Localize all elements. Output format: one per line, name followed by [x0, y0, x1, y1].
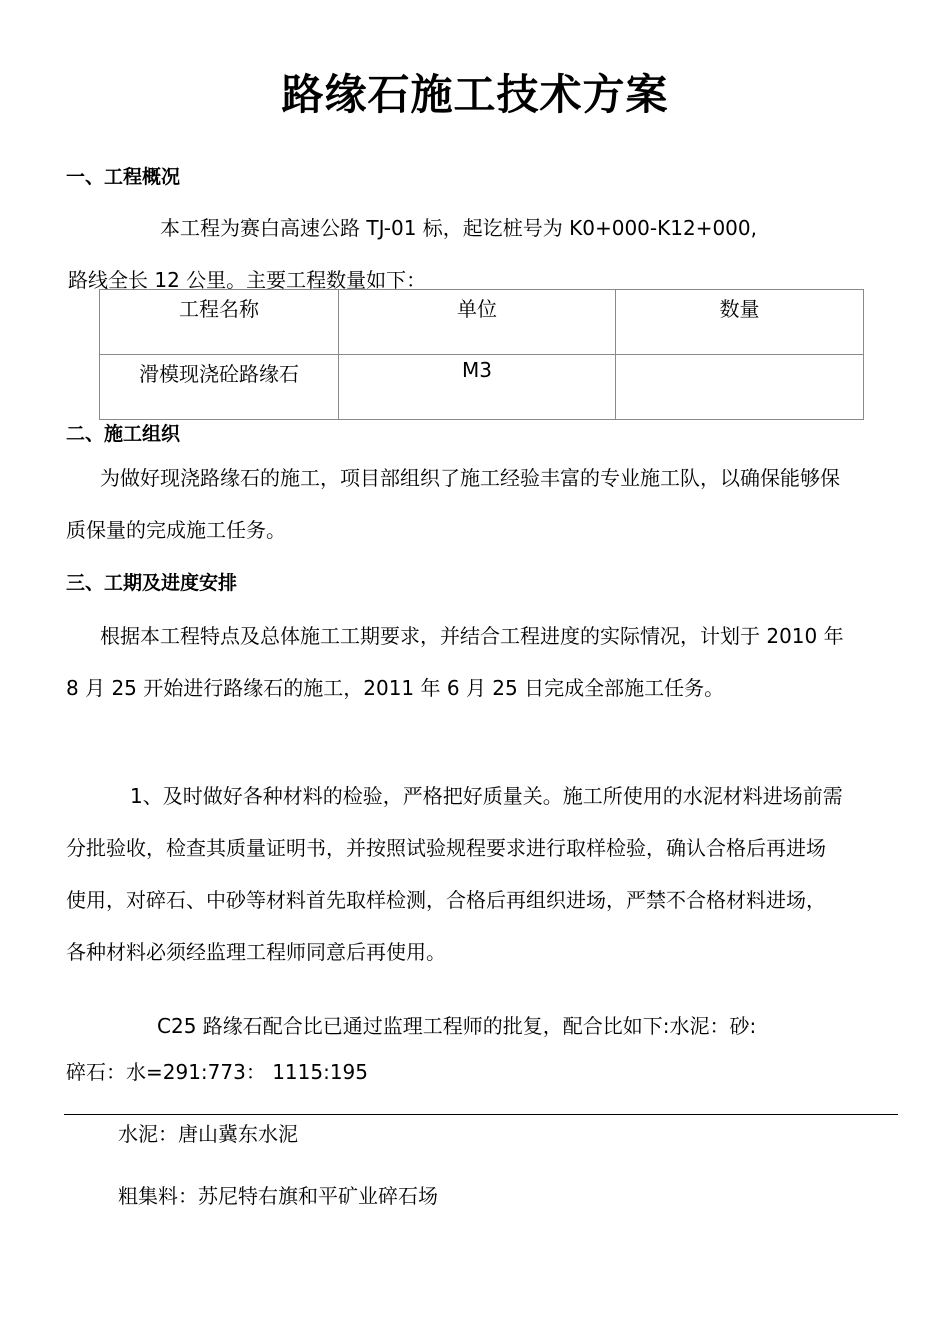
table-header-cell: 数量: [616, 290, 864, 355]
table-row: [100, 355, 864, 420]
section-3-line-1: 根据本工程特点及总体施工工期要求，并结合工程进度的实际情况，计划于 2010 年: [100, 624, 844, 648]
item-1-line-2: 分批验收，检查其质量证明书，并按照试验规程要求进行取样检验，确认合格后再进场: [66, 836, 826, 860]
item-1-line-1: 1、及时做好各种材料的检验，严格把好质量关。施工所使用的水泥材料进场前需: [130, 784, 843, 808]
table-header-row: [100, 290, 864, 355]
section-2-line-1: 为做好现浇路缘石的施工，项目部组织了施工经验丰富的专业施工队，以确保能够保: [100, 466, 840, 490]
table-cell: M3: [339, 355, 616, 420]
section-2-heading: 二、施工组织: [66, 423, 181, 445]
table-header-cell: 工程名称: [100, 290, 339, 355]
mix-ratio-line-2: 碎石：水=291:773： 1115:195: [66, 1060, 369, 1084]
section-1-paragraph-line-1: 本工程为赛白高速公路 TJ-01 标，起讫桩号为 K0+000-K12+000,: [160, 216, 757, 240]
item-1-line-4: 各种材料必须经监理工程师同意后再使用。: [66, 940, 446, 964]
coarse-aggregate-source: 粗集料：苏尼特右旗和平矿业碎石场: [118, 1184, 438, 1208]
cement-source: 水泥：唐山冀东水泥: [118, 1122, 298, 1146]
section-3-line-2: 8 月 25 开始进行路缘石的施工，2011 年 6 月 25 日完成全部施工任务。: [66, 676, 725, 700]
section-1-paragraph-line-2: 路线全长 12 公里。主要工程数量如下：: [68, 268, 427, 292]
table-header-cell: 单位: [339, 290, 616, 355]
table-cell: 滑模现浇砼路缘石: [100, 355, 339, 420]
table-cell: [616, 355, 864, 420]
item-1-line-3: 使用，对碎石、中砂等材料首先取样检测，合格后再组织进场，严禁不合格材料进场，: [66, 888, 826, 912]
section-3-heading: 三、工期及进度安排: [66, 572, 238, 594]
mix-ratio-line-1: C25 路缘石配合比已通过监理工程师的批复，配合比如下:水泥：砂:: [157, 1014, 757, 1038]
document-title: 路缘石施工技术方案: [281, 70, 669, 119]
divider-line: [64, 1114, 898, 1115]
section-2-line-2: 质保量的完成施工任务。: [66, 518, 286, 542]
section-1-heading: 一、工程概况: [66, 166, 181, 188]
quantity-table: [99, 289, 864, 420]
